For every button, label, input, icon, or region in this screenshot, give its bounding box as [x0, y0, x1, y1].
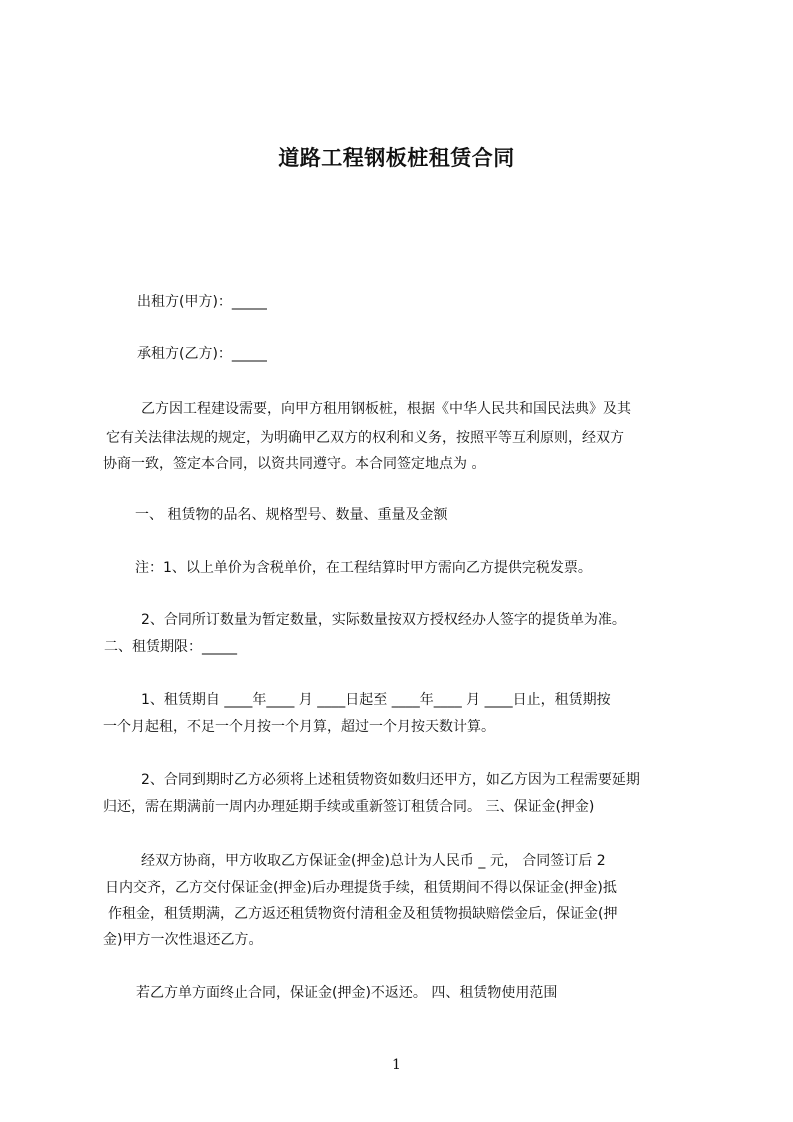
note-1: 注：1、以上单价为含税单价，在工程结算时甲方需向乙方提供完税发票。	[135, 560, 592, 576]
lessor-line: 出租方(甲方)：_____	[137, 294, 267, 310]
deposit-line: 日内交齐，乙方交付保证金(押金)后办理提货手续，租赁期间不得以保证金(押金)抵	[105, 880, 617, 896]
termination-line: 若乙方单方面终止合同，保证金(押金)不返还。 四、租赁物使用范围	[136, 985, 558, 1001]
section-2-heading: 二、租赁期限：_____	[104, 639, 237, 655]
deposit-line: 经双方协商，甲方收取乙方保证金(押金)总计为人民币 _ 元， 合同签订后 2	[141, 853, 606, 869]
page-number: 1	[392, 1057, 401, 1073]
term-1-line: 一个月起租，不足一个月按一个月算，超过一个月按天数计算。	[103, 719, 495, 735]
intro-line: 协商一致，签定本合同，以资共同遵守。本合同签定地点为 。	[103, 456, 486, 472]
intro-line: 它有关法律法规的规定，为明确甲乙双方的权利和义务，按照平等互利原则，经双方	[106, 430, 624, 446]
deposit-line: 作租金，租赁期满，乙方返还租赁物资付清租金及租赁物损缺赔偿金后，保证金(押	[108, 906, 618, 922]
document-title: 道路工程钢板桩租赁合同	[278, 146, 515, 170]
note-2: 2、合同所订数量为暂定数量，实际数量按双方授权经办人签字的提货单为准。	[141, 612, 626, 628]
intro-line: 乙方因工程建设需要，向甲方租用钢板桩，根据《中华人民共和国民法典》及其	[141, 401, 631, 417]
term-1-line: 1、租赁期自 ____年____ 月 ____日起至 ____年____ 月 ____日止，租赁期按	[141, 692, 611, 708]
section-1-heading: 一、 租赁物的品名、规格型号、数量、重量及金额	[135, 507, 448, 523]
term-2-line: 归还，需在期满前一周内办理延期手续或重新签订租赁合同。 三、保证金(押金)	[103, 799, 595, 815]
term-2-line: 2、合同到期时乙方必须将上述租赁物资如数归还甲方，如乙方因为工程需要延期	[141, 772, 640, 788]
deposit-line: 金)甲方一次性退还乙方。	[103, 932, 263, 948]
lessee-line: 承租方(乙方)：_____	[137, 346, 267, 362]
